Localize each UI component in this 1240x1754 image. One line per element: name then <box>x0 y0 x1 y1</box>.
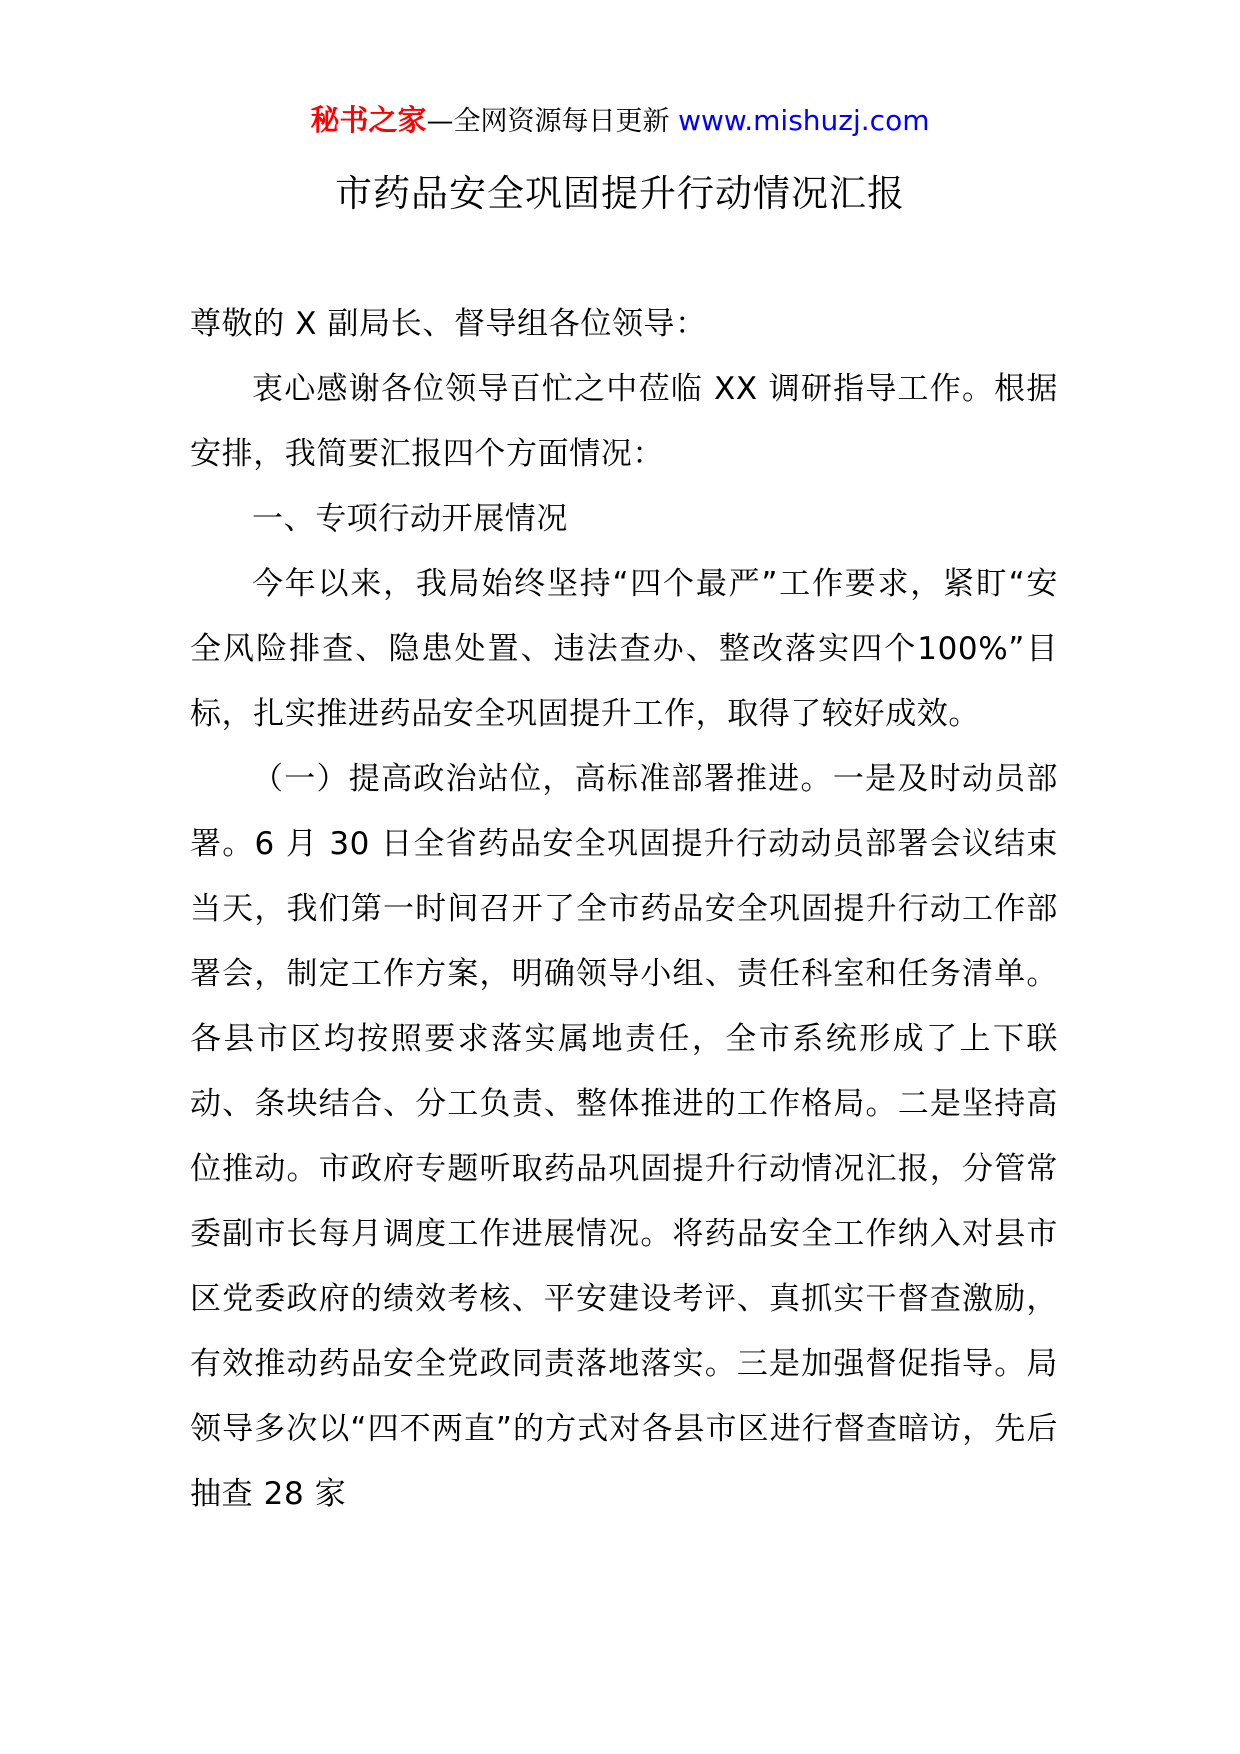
salutation: 尊敬的 X 副局长、督导组各位领导： <box>190 306 707 342</box>
document-title: 市药品安全巩固提升行动情况汇报 <box>335 172 905 215</box>
site-header <box>0 100 1240 142</box>
site-tagline: —全网资源每日更新 <box>426 106 679 137</box>
section-heading: 一、专项行动开展情况 <box>252 501 568 537</box>
overview-paragraph: 今年以来，我局始终坚持“四个最严”工作要求，紧盯“安全风险排查、隐患处置、违法查办、整改落实四个100%”目标，扎实推进药品安全巩固提升工作，取得了较好成效。 <box>190 566 1058 732</box>
site-brand: 秘书之家 <box>310 103 427 137</box>
intro-paragraph: 衷心感谢各位领导百忙之中莅临 XX 调研指导工作。根据安排，我简要汇报四个方面情况： <box>190 371 1058 472</box>
document-body <box>190 292 1058 1527</box>
subsection-paragraph: （一）提高政治站位，高标准部署推进。一是及时动员部署。6 月 30 日全省药品安全巩固提升行动动员部署会议结束当天，我们第一时间召开了全市药品安全巩固提升行动工作部署会，制定工作方案，明确领导小组、责任科室和任务清单。各县市区均按照要求落实属地责任，全市系统形成了上下联动、条块结合、分工负责、整体推进的工作格局。二是坚持高位推动。市政府专题听取药品巩固提升行动情况汇报，分管常委副市长每月调度工作进展情况。将药品安全工作纳入对县市区党委政府的绩效考核、平安建设考评、真抓实干督查激励，有效推动药品安全党政同责落地落实。三是加强督促指导。局领导多次以“四不两直”的方式对各县市区进行督查暗访，先后抽查 28 家 <box>190 761 1058 1512</box>
site-url-link[interactable]: www.mishuzj.com <box>678 104 930 137</box>
